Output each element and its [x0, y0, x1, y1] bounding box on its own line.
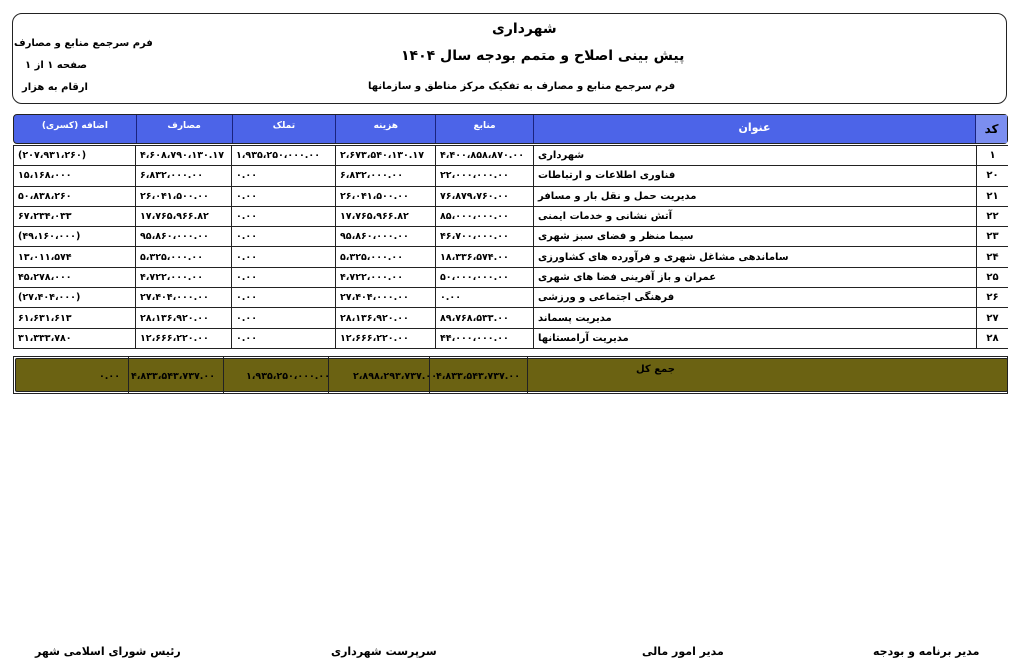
- cell-expense: ۹۵،۸۶۰،۰۰۰.۰۰: [335, 227, 435, 246]
- cell-sources: ۸۵،۰۰۰،۰۰۰.۰۰: [435, 207, 533, 226]
- totals-divider: [223, 357, 224, 393]
- totals-expense: ۲،۸۹۸،۲۹۳،۷۳۷.۰۰: [353, 371, 438, 382]
- cell-uses: ۲۸،۱۳۶،۹۲۰.۰۰: [135, 308, 231, 327]
- table-row: [13, 187, 1008, 207]
- table-row: [13, 268, 1008, 288]
- cell-code: ۲۲: [976, 207, 1008, 226]
- cell-sources: ۴۴،۰۰۰،۰۰۰.۰۰: [435, 329, 533, 348]
- cell-code: ۲۶: [976, 288, 1008, 307]
- cell-sources: ۷۶،۸۷۹،۷۶۰.۰۰: [435, 187, 533, 206]
- cell-uses: ۲۷،۴۰۴،۰۰۰.۰۰: [135, 288, 231, 307]
- cell-uses: ۹۵،۸۶۰،۰۰۰.۰۰: [135, 227, 231, 246]
- sig-council-head: رئیس شورای اسلامی شهر: [35, 645, 181, 658]
- totals-balance: ۰.۰۰: [99, 371, 121, 382]
- cell-code: ۲۰: [976, 166, 1008, 185]
- cell-sources: ۴۶،۷۰۰،۰۰۰.۰۰: [435, 227, 533, 246]
- col-sources: منابع: [435, 115, 533, 143]
- cell-balance: (۲۷،۴۰۴،۰۰۰): [13, 288, 135, 307]
- cell-acquisition: ۰.۰۰: [231, 247, 335, 266]
- cell-title: سیما منظر و فضای سبز شهری: [533, 227, 976, 246]
- table-row: [13, 308, 1008, 328]
- sig-mayor: سرپرست شهرداری: [331, 645, 437, 658]
- table-header: [13, 114, 1008, 144]
- totals-sources: ۴،۸۳۳،۵۴۳،۷۳۷.۰۰: [436, 371, 521, 382]
- cell-sources: ۱۸،۳۳۶،۵۷۴.۰۰: [435, 247, 533, 266]
- col-expense: هزینه: [335, 115, 435, 143]
- table-row: [13, 166, 1008, 186]
- cell-code: ۲۷: [976, 308, 1008, 327]
- cell-acquisition: ۰.۰۰: [231, 329, 335, 348]
- unit-label: ارقام به هزار: [22, 82, 88, 93]
- totals-acquisition: ۱،۹۳۵،۲۵۰،۰۰۰.۰۰: [246, 371, 331, 382]
- cell-uses: ۱۷،۷۶۵،۹۶۶.۸۲: [135, 207, 231, 226]
- table-row: [13, 207, 1008, 227]
- cell-sources: ۴،۴۰۰،۸۵۸،۸۷۰.۰۰: [435, 146, 533, 165]
- page-indicator: صفحه ۱ از ۱: [25, 60, 87, 71]
- cell-title: مدیریت پسماند: [533, 308, 976, 327]
- totals-divider: [128, 357, 129, 393]
- col-title: عنوان: [533, 115, 975, 143]
- cell-balance: ۱۵،۱۶۸،۰۰۰: [13, 166, 135, 185]
- totals-row: [13, 356, 1008, 394]
- cell-expense: ۲،۶۷۳،۵۴۰،۱۳۰.۱۷: [335, 146, 435, 165]
- cell-uses: ۴،۶۰۸،۷۹۰،۱۳۰.۱۷: [135, 146, 231, 165]
- table-row: [13, 247, 1008, 267]
- totals-uses: ۴،۸۳۳،۵۴۳،۷۳۷.۰۰: [131, 371, 216, 382]
- cell-sources: ۸۹،۷۶۸،۵۳۳.۰۰: [435, 308, 533, 327]
- cell-code: ۲۴: [976, 247, 1008, 266]
- cell-balance: ۳۱،۳۳۳،۷۸۰: [13, 329, 135, 348]
- table-row: [13, 227, 1008, 247]
- sig-finance-manager: مدیر امور مالی: [642, 645, 724, 658]
- cell-expense: ۴،۷۲۲،۰۰۰.۰۰: [335, 268, 435, 287]
- cell-acquisition: ۰.۰۰: [231, 288, 335, 307]
- cell-title: عمران و باز آفرینی فضا های شهری: [533, 268, 976, 287]
- cell-balance: (۴۹،۱۶۰،۰۰۰): [13, 227, 135, 246]
- cell-acquisition: ۰.۰۰: [231, 227, 335, 246]
- col-balance: اضافه (کسری): [41, 121, 108, 131]
- col-code: کد: [975, 115, 1007, 143]
- cell-title: فرهنگی اجتماعی و ورزشی: [533, 288, 976, 307]
- cell-expense: ۲۷،۴۰۴،۰۰۰.۰۰: [335, 288, 435, 307]
- cell-balance: ۱۳،۰۱۱،۵۷۴: [13, 247, 135, 266]
- cell-sources: ۲۲،۰۰۰،۰۰۰.۰۰: [435, 166, 533, 185]
- cell-acquisition: ۰.۰۰: [231, 308, 335, 327]
- cell-code: ۲۵: [976, 268, 1008, 287]
- sig-budget-manager: مدیر برنامه و بودجه: [873, 645, 980, 658]
- cell-sources: ۰.۰۰: [435, 288, 533, 307]
- report-title: پیش بینی اصلاح و متمم بودجه سال ۱۴۰۴: [401, 48, 685, 64]
- col-uses: مصارف: [136, 115, 232, 143]
- cell-balance: ۵۰،۸۳۸،۲۶۰: [13, 187, 135, 206]
- cell-code: ۱: [976, 146, 1008, 165]
- cell-code: ۲۳: [976, 227, 1008, 246]
- cell-title: شهرداری: [533, 146, 976, 165]
- cell-uses: ۶،۸۳۲،۰۰۰.۰۰: [135, 166, 231, 185]
- totals-divider: [527, 357, 528, 393]
- cell-balance: (۲۰۷،۹۳۱،۲۶۰): [13, 146, 135, 165]
- table-body: [13, 146, 1008, 349]
- cell-acquisition: ۰.۰۰: [231, 166, 335, 185]
- cell-expense: ۲۶،۰۴۱،۵۰۰.۰۰: [335, 187, 435, 206]
- cell-sources: ۵۰،۰۰۰،۰۰۰.۰۰: [435, 268, 533, 287]
- cell-code: ۲۸: [976, 329, 1008, 348]
- totals-label: جمع کل: [636, 364, 675, 375]
- col-acquisition: تملک: [232, 115, 336, 143]
- cell-expense: ۵،۳۲۵،۰۰۰.۰۰: [335, 247, 435, 266]
- cell-balance: ۶۱،۶۳۱،۶۱۳: [13, 308, 135, 327]
- cell-code: ۲۱: [976, 187, 1008, 206]
- cell-balance: ۴۵،۲۷۸،۰۰۰: [13, 268, 135, 287]
- cell-title: فناوری اطلاعات و ارتباطات: [533, 166, 976, 185]
- cell-uses: ۱۲،۶۶۶،۲۲۰.۰۰: [135, 329, 231, 348]
- cell-acquisition: ۰.۰۰: [231, 187, 335, 206]
- cell-acquisition: ۱،۹۳۵،۲۵۰،۰۰۰.۰۰: [231, 146, 335, 165]
- cell-title: مدیریت آرامستانها: [533, 329, 976, 348]
- table-row: [13, 288, 1008, 308]
- table-row: [13, 146, 1008, 166]
- cell-title: آتش نشانی و خدمات ایمنی: [533, 207, 976, 226]
- cell-acquisition: ۰.۰۰: [231, 207, 335, 226]
- org-name: شهرداری: [492, 21, 557, 37]
- cell-title: مدیریت حمل و نقل بار و مسافر: [533, 187, 976, 206]
- cell-expense: ۶،۸۳۲،۰۰۰.۰۰: [335, 166, 435, 185]
- cell-balance: ۶۷،۲۳۴،۰۳۳: [13, 207, 135, 226]
- cell-expense: ۲۸،۱۳۶،۹۲۰.۰۰: [335, 308, 435, 327]
- cell-acquisition: ۰.۰۰: [231, 268, 335, 287]
- table-row: [13, 329, 1008, 349]
- cell-uses: ۵،۳۲۵،۰۰۰.۰۰: [135, 247, 231, 266]
- form-name: فرم سرجمع منابع و مصارف: [14, 38, 153, 49]
- cell-uses: ۴،۷۲۲،۰۰۰.۰۰: [135, 268, 231, 287]
- report-subtitle: فرم سرجمع منابع و مصارف به تفکیک مرکز مناطق و سازمانها: [368, 81, 676, 92]
- cell-title: ساماندهی مشاغل شهری و فرآورده های کشاورزی: [533, 247, 976, 266]
- cell-expense: ۱۷،۷۶۵،۹۶۶.۸۲: [335, 207, 435, 226]
- cell-expense: ۱۲،۶۶۶،۲۲۰.۰۰: [335, 329, 435, 348]
- cell-uses: ۲۶،۰۴۱،۵۰۰.۰۰: [135, 187, 231, 206]
